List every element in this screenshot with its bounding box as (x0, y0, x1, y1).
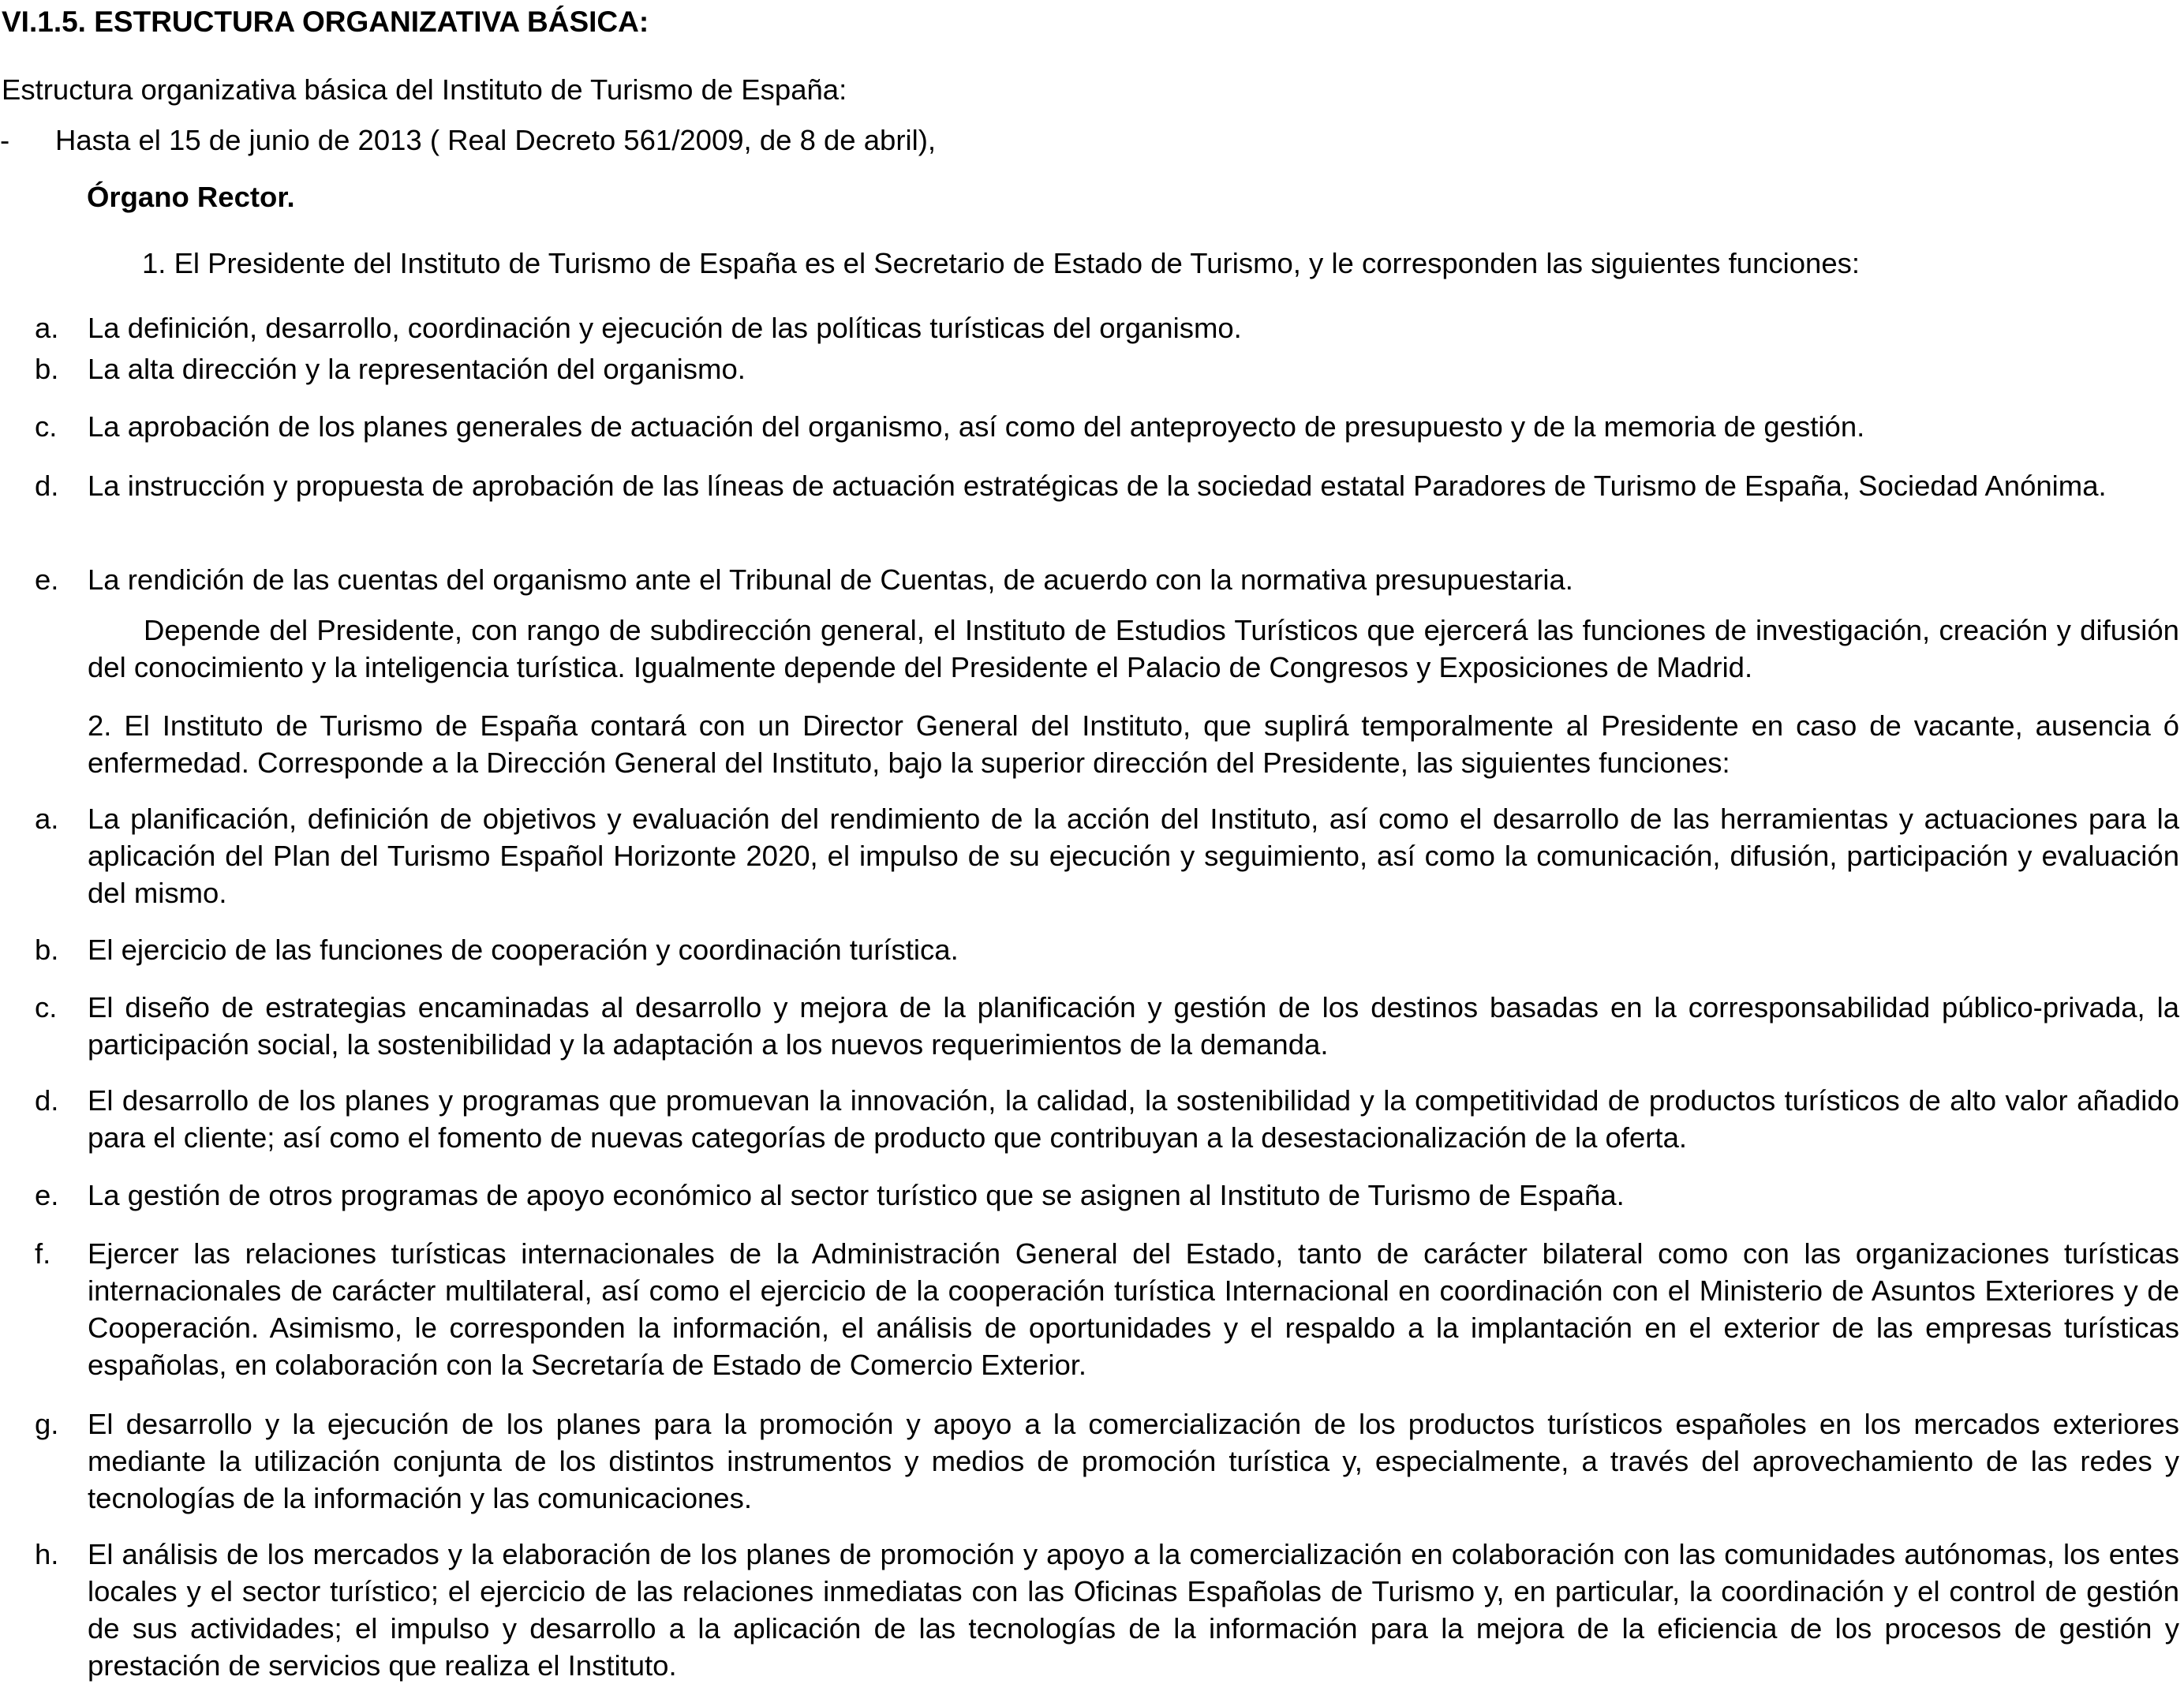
item-text: La instrucción y propuesta de aprobación de las líneas de actuación estratégicas de la sociedad estatal Paradores de Turismo de España, Sociedad Anónima. (88, 470, 2107, 502)
item-letter: d. (35, 1084, 59, 1117)
item-letter: b. (35, 934, 59, 966)
item-text: El desarrollo de los planes y programas que promuevan la innovación, la calidad, la sostenibilidad y la competitividad de productos turísticos de alto valor añadido para el cliente; así como el fomento de nuevas categorías de producto que contribuyan a la desestacionalización de la oferta. (88, 1084, 2179, 1154)
intro-paragraph: Estructura organizativa básica del Instituto de Turismo de España: (2, 73, 847, 106)
depende-paragraph: Depende del Presidente, con rango de subdirección general, el Instituto de Estudios Turísticos que ejercerá las funciones de investigación, creación y difusión del conocimiento y la inteligencia turística. Igualmente depende del Presidente el Palacio de Congresos y Exposiciones de Madrid. (88, 614, 2179, 683)
item-letter: f. (35, 1237, 51, 1270)
item-letter: h. (35, 1538, 59, 1570)
item-text: La rendición de las cuentas del organismo ante el Tribunal de Cuentas, de acuerdo con la normativa presupuestaria. (88, 563, 1573, 596)
item-text: La aprobación de los planes generales de actuación del organismo, así como del anteproyecto de presupuesto y de la memoria de gestión. (88, 410, 1865, 443)
section2-intro: 2. El Instituto de Turismo de España contará con un Director General del Instituto, que suplirá temporalmente al Presidente en caso de vacante, ausencia ó enfermedad. Corresponde a la Dirección General del Instituto, bajo la superior dirección del Presidente, las siguientes funciones: (88, 709, 2179, 779)
item-letter: e. (35, 1179, 59, 1211)
item-letter: c. (35, 410, 58, 443)
organo-rector-heading: Órgano Rector. (87, 181, 295, 213)
item-text: La alta dirección y la representación del organismo. (88, 353, 746, 385)
item-text: Ejercer las relaciones turísticas internacionales de la Administración General del Estado, tanto de carácter bilateral como con las organizaciones turísticas internacionales de carácter multilateral, así como el ejercicio de la cooperación turística Internacional en coordinación con el Ministerio de Asuntos Exteriores y de Cooperación. Asimismo, le corresponden la información, el análisis de oportunidades y el respaldo a la implantación en el exterior de las empresas turísticas españolas, en colaboración con la Secretaría de Estado de Comercio Exterior. (88, 1237, 2179, 1381)
item-text: La planificación, definición de objetivos y evaluación del rendimiento de la acción del Instituto, así como el desarrollo de las herramientas y actuaciones para la aplicación del Plan del Turismo Español Horizonte 2020, el impulso de su ejecución y seguimiento, así como la comunicación, difusión, participación y evaluación del mismo. (88, 803, 2179, 909)
item-letter: a. (35, 803, 59, 835)
section-heading: VI.1.5. ESTRUCTURA ORGANIZATIVA BÁSICA: (2, 6, 649, 38)
item-text: La definición, desarrollo, coordinación y ejecución de las políticas turísticas del organismo. (88, 312, 1242, 344)
item-text: El desarrollo y la ejecución de los planes para la promoción y apoyo a la comercialización de los productos turísticos españoles en los mercados exteriores mediante la utilización conjunta de los distintos instrumentos y medios de promoción turística y, especialmente, a través del aprovechamiento de las redes y tecnologías de la información y las comunicaciones. (88, 1408, 2179, 1514)
section1-intro: 1. El Presidente del Instituto de Turismo de España es el Secretario de Estado de Turismo, y le corresponden las siguientes funciones: (142, 247, 1861, 279)
item-letter: e. (35, 563, 59, 596)
item-text: El ejercicio de las funciones de cooperación y coordinación turística. (88, 934, 959, 966)
item-letter: a. (35, 312, 59, 344)
item-letter: d. (35, 470, 59, 502)
dash-item-text: Hasta el 15 de junio de 2013 ( Real Decreto 561/2009, de 8 de abril), (55, 124, 937, 156)
item-letter: b. (35, 353, 59, 385)
item-letter: g. (35, 1408, 59, 1440)
item-text: La gestión de otros programas de apoyo económico al sector turístico que se asignen al Instituto de Turismo de España. (88, 1179, 1625, 1211)
item-text: El análisis de los mercados y la elaboración de los planes de promoción y apoyo a la comercialización en colaboración con las comunidades autónomas, los entes locales y el sector turístico; el ejercicio de las relaciones inmediatas con las Oficinas Españolas de Turismo y, en particular, la coordinación y el control de gestión de sus actividades; el impulso y desarrollo a la aplicación de las tecnologías de la información para la mejora de la eficiencia de los procesos de gestión y prestación de servicios que realiza el Instituto. (88, 1538, 2179, 1682)
item-text: El diseño de estrategias encaminadas al desarrollo y mejora de la planificación y gestión de los destinos basadas en la corresponsabilidad público-privada, la participación social, la sostenibilidad y la adaptación a los nuevos requerimientos de la demanda. (88, 991, 2179, 1061)
dash-bullet: - (0, 124, 10, 156)
item-letter: c. (35, 991, 58, 1023)
